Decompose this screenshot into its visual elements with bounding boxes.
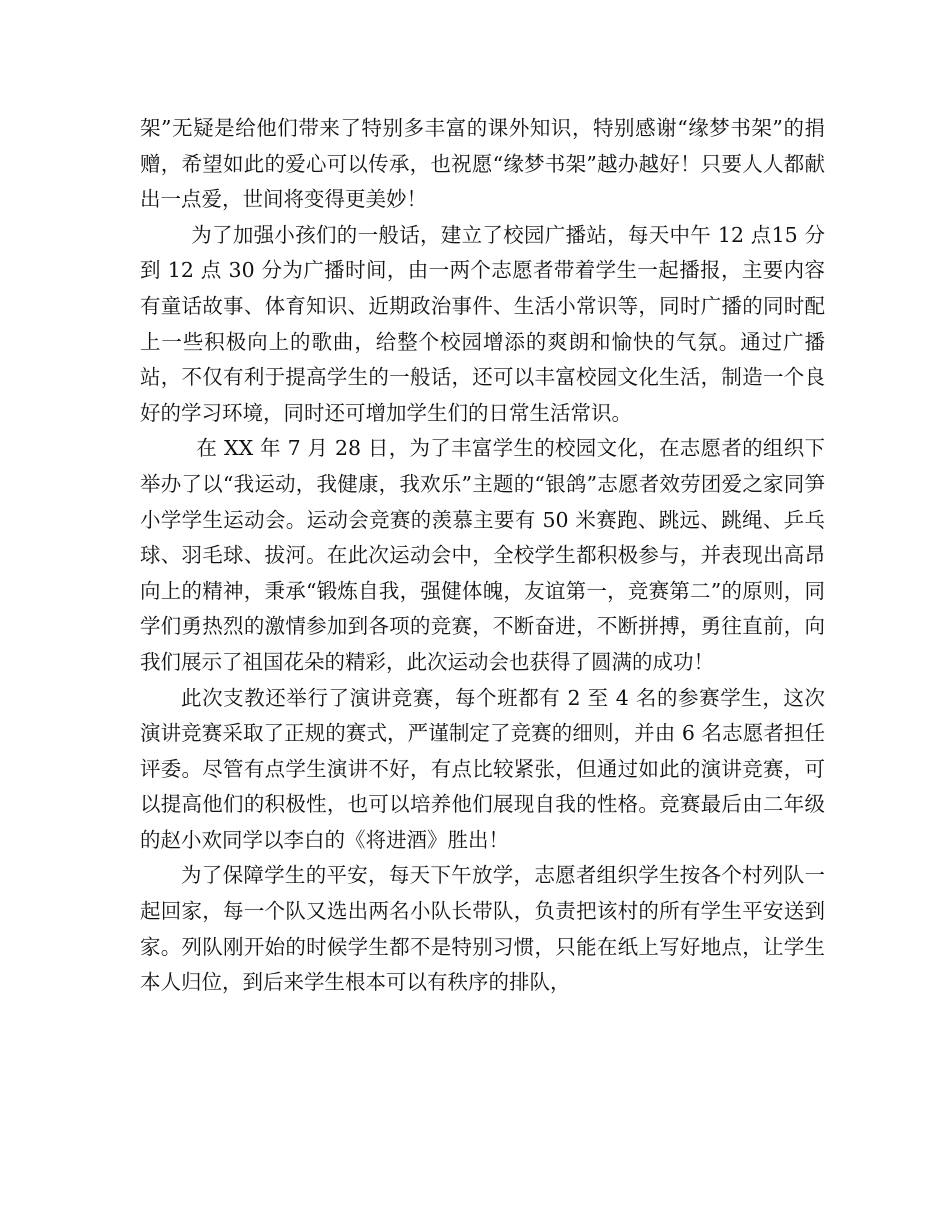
paragraph-broadcast-station: 为了加强小孩们的一般话，建立了校园广播站，每天中午 12 点15 分到 12 点 30 分为广播时间，由一两个志愿者带着学生一起播报，主要内容有童话故事、体育知识、近期政治事件、生活小常识等，同时广播的同时配上一些积极向上的歌曲，给整个校园增添的爽朗和愉快的气氛。通过广播站，不仅有利于提高学生的一般话，还可以丰富校园文化生活，制造一个良好的学习环境，同时还可增加学生们的日常生活常识。 bbox=[140, 222, 825, 425]
document-body bbox=[140, 111, 825, 1001]
paragraph-speech-contest: 此次支教还举行了演讲竞赛，每个班都有 2 至 4 名的参赛学生，这次演讲竞赛采取了正规的赛式，严谨制定了竞赛的细则，并由 6 名志愿者担任评委。尽管有点学生演讲不好，有点比较紧张，但通过如此的演讲竞赛，可以提高他们的积极性，也可以培养他们展现自我的性格。竞赛最后由二年级的赵小欢同学以李白的《将进酒》胜出！ bbox=[140, 685, 825, 852]
paragraph-sports-meet: 在 XX 年 7 月 28 日，为了丰富学生的校园文化，在志愿者的组织下举办了以“我运动，我健康，我欢乐”主题的“银鸽”志愿者效劳团爱之家同笋小学学生运动会。运动会竞赛的羡慕主要有 50 米赛跑、跳远、跳绳、乒乓球、羽毛球、拔河。在此次运动会中，全校学生都积极参与，并表现出高昂向上的精神，秉承“锻炼自我，强健体魄，友谊第一，竞赛第二”的原则，同学们勇热烈的激情参加到各项的竞赛，不断奋进，不断拼搏，勇往直前，向我们展示了祖国花朵的精彩，此次运动会也获得了圆满的成功！ bbox=[140, 436, 825, 674]
paragraph-safety-escort: 为了保障学生的平安，每天下午放学，志愿者组织学生按各个村列队一起回家，每一个队又选出两名小队长带队，负责把该村的所有学生平安送到家。列队刚开始的时候学生都不是特别习惯，只能在纸上写好地点，让学生本人归位，到后来学生根本可以有秩序的排队， bbox=[140, 863, 825, 995]
paragraph-book-shelf-conclusion: 架”无疑是给他们带来了特别多丰富的课外知识，特别感谢“缘梦书架”的捐赠，希望如此的爱心可以传承，也祝愿“缘梦书架”越办越好！只要人人都献出一点爱，世间将变得更美妙！ bbox=[140, 116, 825, 212]
